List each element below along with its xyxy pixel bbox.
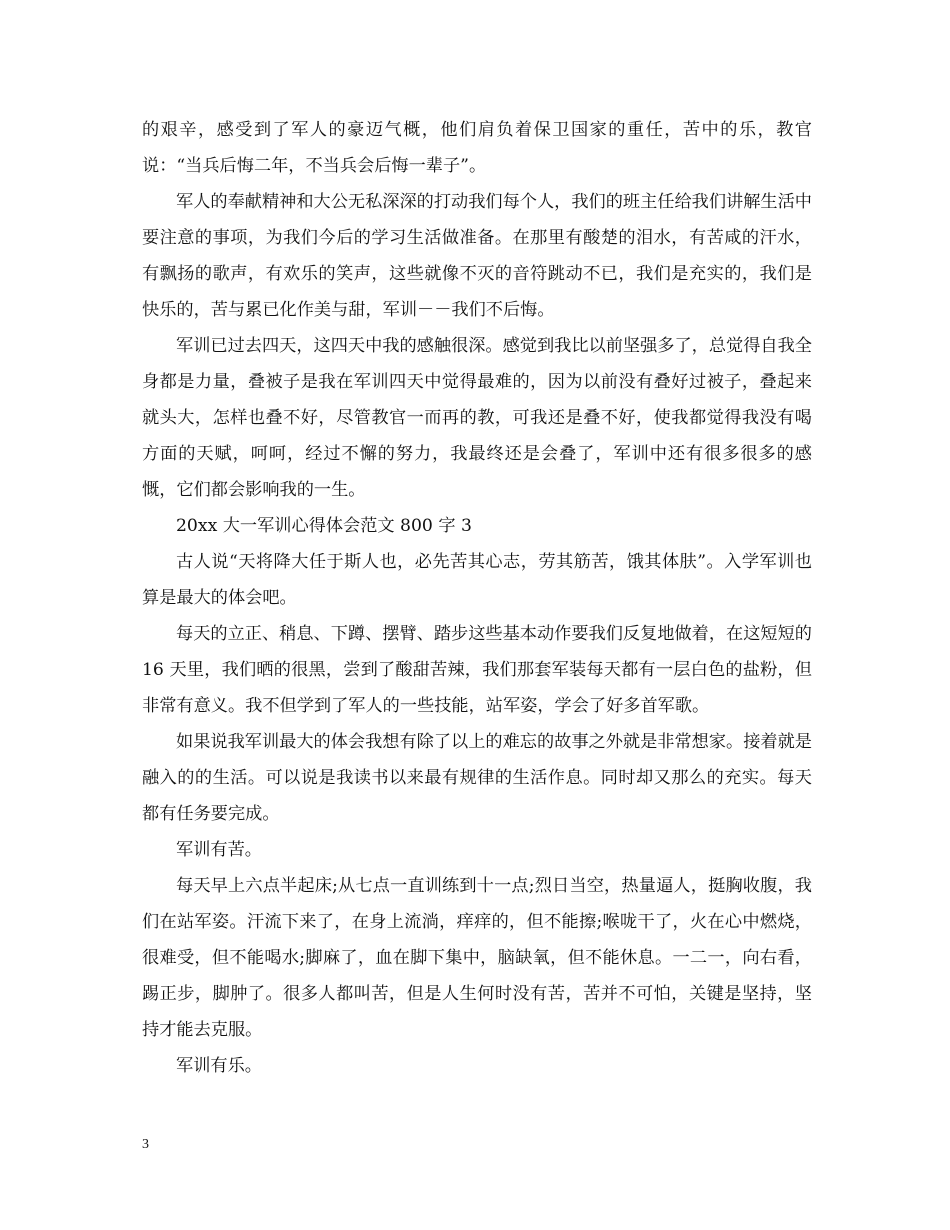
paragraph-ancient-saying: 古人说“天将降大任于斯人也，必先苦其心志，劳其筋苦，饿其体肤”。入学军训也算是最大的体会吧。: [142, 552, 812, 608]
paragraph-joy-heading: 军训有乐。: [176, 1056, 262, 1076]
paragraph-hardship-heading: 军训有苦。: [176, 840, 262, 860]
paragraph-homesick: 如果说我军训最大的体会我想有除了以上的难忘的故事之外就是非常想家。接着就是融入的的生活。可以说是我读书以来最有规律的生活作息。同时却又那么的充实。每天都有任务要完成。: [142, 732, 812, 824]
paragraph-four-days: 军训已过去四天，这四天中我的感触很深。感觉到我比以前坚强多了，总觉得自我全身都是力量，叠被子是我在军训四天中觉得最难的，因为以前没有叠好过被子，叠起来就头大，怎样也叠不好，尽管教官一而再的教，可我还是叠不好，使我都觉得我没有喝方面的天赋，呵呵，经过不懈的努力，我最终还是会叠了，军训中还有很多很多的感慨，它们都会影响我的一生。: [142, 336, 812, 500]
page-number: 3: [142, 1137, 149, 1152]
document-body: [142, 112, 812, 1084]
paragraph-basic-moves: 每天的立正、稍息、下蹲、摆臂、踏步这些基本动作要我们反复地做着，在这短短的 16 天里，我们晒的很黑，尝到了酸甜苦辣，我们那套军装每天都有一层白色的盐粉，但非常有意义。我不但学到了军人的一些技能，站军姿，学会了好多首军歌。: [142, 624, 812, 716]
paragraph-continuation: 的艰辛，感受到了军人的豪迈气概，他们肩负着保卫国家的重任，苦中的乐，教官说：“当兵后悔二年，不当兵会后悔一辈子”。: [142, 120, 812, 176]
section-heading: 20xx 大一军训心得体会范文 800 字 3: [176, 516, 472, 536]
paragraph-daily-training: 每天早上六点半起床;从七点一直训练到十一点;烈日当空，热量逼人，挺胸收腹，我们在站军姿。汗流下来了，在身上流淌，痒痒的，但不能擦;喉咙干了，火在心中燃烧，很难受，但不能喝水;脚麻了，血在脚下集中，脑缺氧，但不能休息。一二一，向右看，踢正步，脚肿了。很多人都叫苦，但是人生何时没有苦，苦并不可怕，关键是坚持，坚持才能去克服。: [142, 876, 812, 1040]
paragraph-soldier-spirit: 军人的奉献精神和大公无私深深的打动我们每个人，我们的班主任给我们讲解生活中要注意的事项，为我们今后的学习生活做准备。在那里有酸楚的泪水，有苦咸的汗水，有飘扬的歌声，有欢乐的笑声，这些就像不灭的音符跳动不已，我们是充实的，我们是快乐的，苦与累已化作美与甜，军训－－我们不后悔。: [142, 192, 812, 320]
